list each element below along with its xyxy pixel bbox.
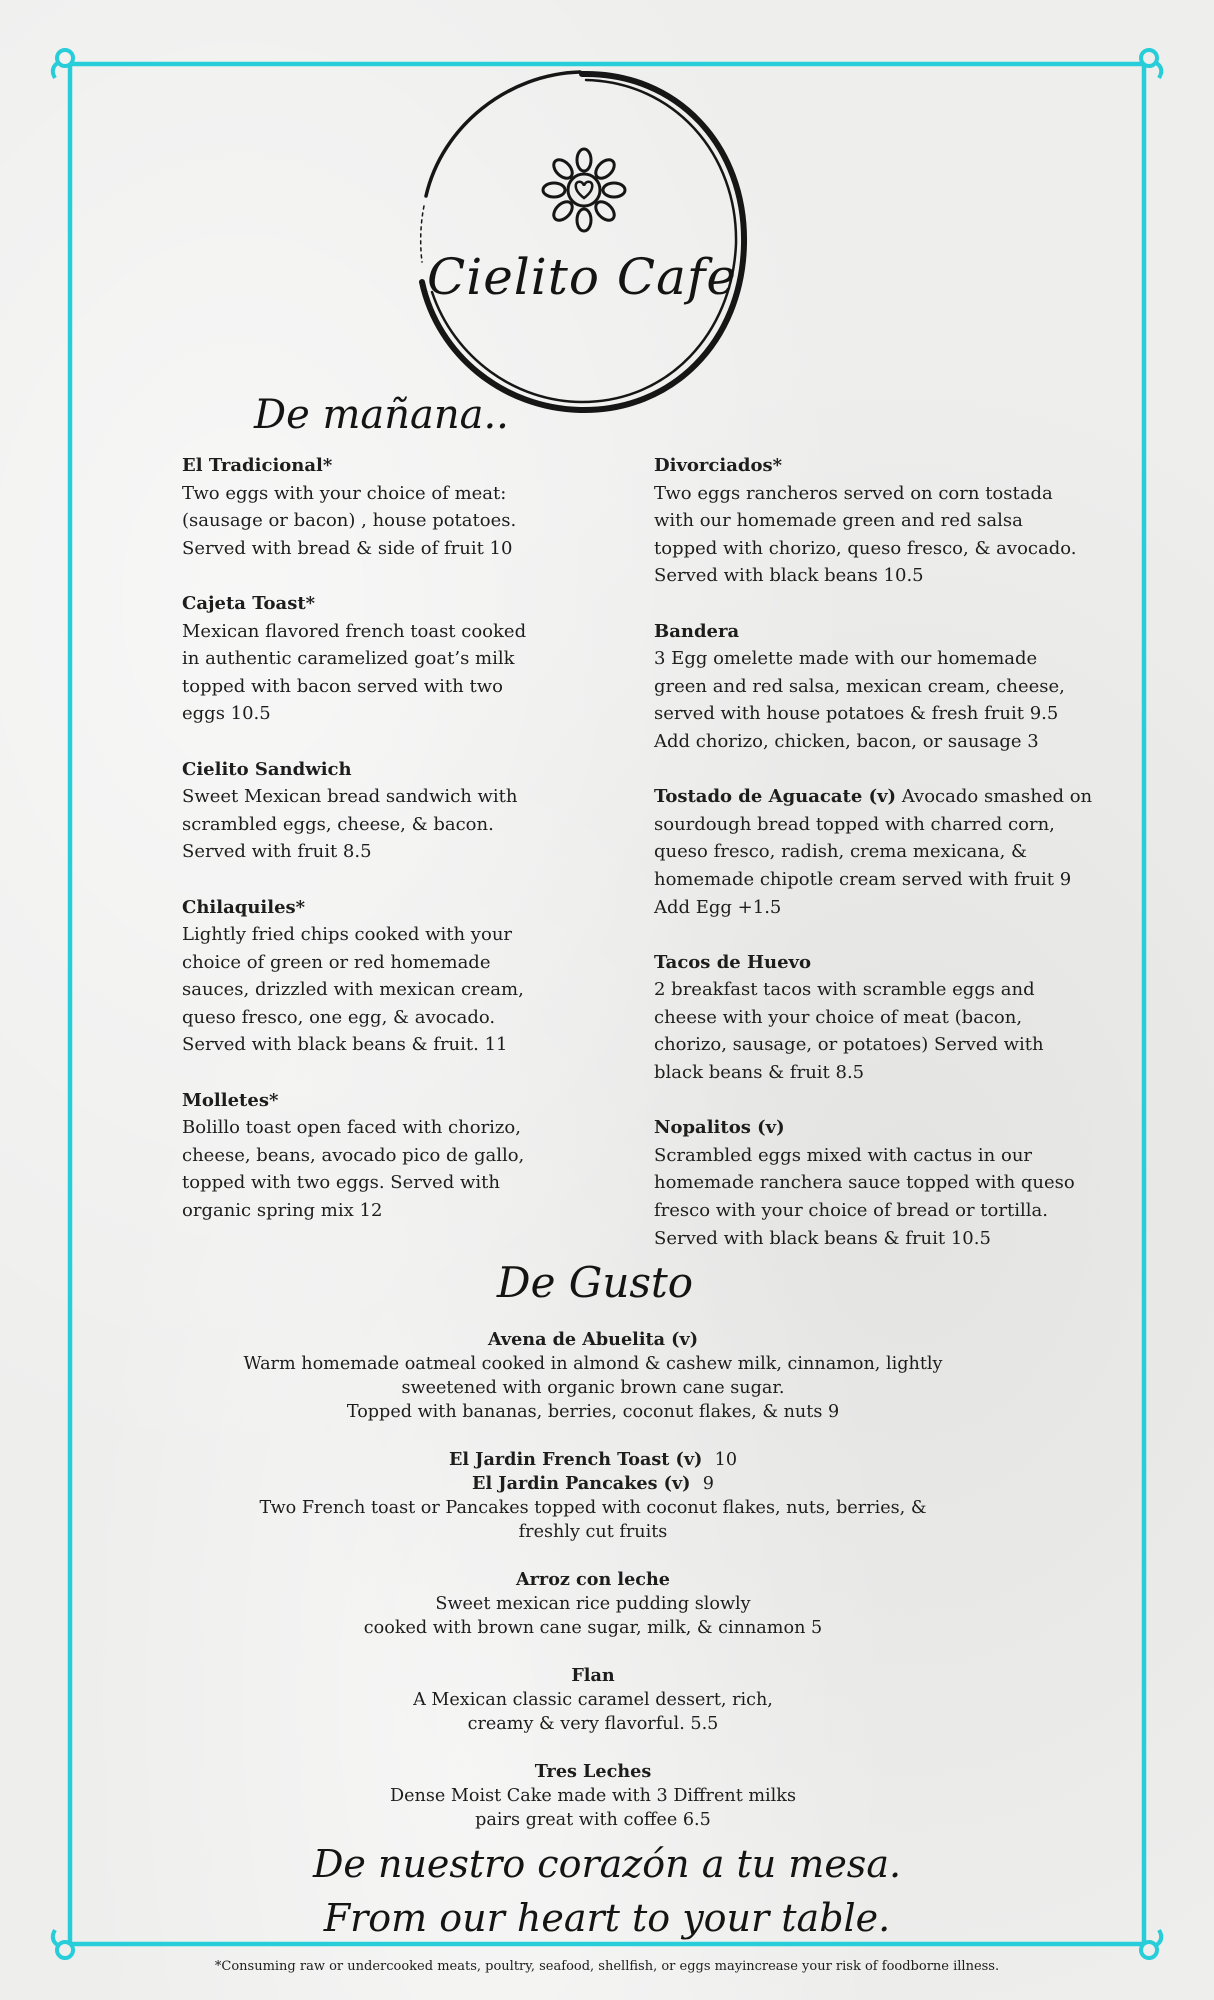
item-description: topped with chorizo, queso fresco, & avocado. <box>654 537 1077 559</box>
item-description: Sweet Mexican bread sandwich with <box>182 786 518 808</box>
item-description: Topped with bananas, berries, coconut flakes, & nuts 9 <box>346 1402 840 1422</box>
item-description: A Mexican classic caramel dessert, rich, <box>413 1690 773 1710</box>
gusto-heading: De Gusto <box>496 1258 694 1307</box>
item-description: Served with bread & side of fruit 10 <box>182 537 513 559</box>
item-description: sweetened with organic brown cane sugar. <box>401 1378 785 1398</box>
item-description: cooked with brown cane sugar, milk, & cinnamon 5 <box>363 1618 823 1638</box>
item-price: 10 <box>714 1450 738 1470</box>
item-description: with our homemade green and red salsa <box>654 510 1023 532</box>
item-description: Avocado smashed on <box>896 786 1093 808</box>
item-description: Add chorizo, chicken, bacon, or sausage 3 <box>654 730 1039 752</box>
item-name: El Jardin Pancakes (v) <box>472 1473 691 1494</box>
item-name: Arroz con leche <box>516 1569 670 1590</box>
item-description: Served with black beans & fruit. 11 <box>182 1034 508 1056</box>
item-name: Cielito Sandwich <box>182 758 352 780</box>
menu-item <box>182 452 642 562</box>
item-name: El Tradicional* <box>182 455 333 476</box>
item-name: Tostado de Aguacate (v) <box>654 786 897 808</box>
item-description: Scrambled eggs mixed with cactus in our <box>654 1144 1033 1166</box>
item-name-line <box>182 1448 1004 1472</box>
item-description: black beans & fruit 8.5 <box>654 1062 865 1084</box>
item-description: Warm homemade oatmeal cooked in almond & cashew milk, cinnamon, lightly <box>243 1354 943 1374</box>
item-description: Served with black beans & fruit 10.5 <box>654 1227 991 1249</box>
breakfast-heading: De mañana.. <box>254 392 509 438</box>
menu-item <box>182 590 642 728</box>
item-name: Tres Leches <box>534 1761 652 1782</box>
item-description: choice of green or red homemade <box>182 951 491 973</box>
menu-item <box>654 452 1114 590</box>
item-description: Add Egg +1.5 <box>654 896 782 918</box>
item-description: Two eggs rancheros served on corn tostada <box>654 482 1053 504</box>
item-name: Avena de Abuelita (v) <box>487 1329 699 1350</box>
item-description: homemade ranchera sauce topped with queso <box>654 1172 1075 1194</box>
menu-item <box>654 949 1114 1087</box>
item-name: Molletes* <box>182 1089 279 1111</box>
menu-item <box>654 1114 1114 1252</box>
breakfast-left-column <box>182 452 642 1252</box>
item-description: Bolillo toast open faced with chorizo, <box>182 1117 521 1139</box>
item-name-line <box>654 783 1114 811</box>
item-description: scrambled eggs, cheese, & bacon. <box>182 813 494 835</box>
cafe-logo <box>412 66 752 420</box>
item-description: topped with bacon served with two <box>182 675 503 697</box>
item-description: green and red salsa, mexican cream, cheese, <box>654 675 1065 697</box>
menu-item <box>182 894 642 1060</box>
item-description: Two French toast or Pancakes topped with coconut flakes, nuts, berries, & <box>259 1498 927 1518</box>
breakfast-right-column <box>654 452 1114 1280</box>
item-description: cheese with your choice of meat (bacon, <box>654 1006 1023 1028</box>
item-description: Mexican flavored french toast cooked <box>182 620 527 642</box>
menu-item <box>654 783 1114 921</box>
item-description: Lightly fried chips cooked with your <box>182 924 513 946</box>
item-description: chorizo, sausage, or potatoes) Served with <box>654 1034 1044 1056</box>
item-description: organic spring mix 12 <box>182 1200 383 1222</box>
tagline-english: From our heart to your table. <box>323 1896 891 1940</box>
menu-item <box>182 1568 1004 1640</box>
item-description: 3 Egg omelette made with our homemade <box>654 648 1038 670</box>
food-safety-footnote: *Consuming raw or undercooked meats, poultry, seafood, shellfish, or eggs mayincrease your risk of foodborne illness. <box>214 1959 1000 1974</box>
item-description: queso fresco, radish, crema mexicana, & <box>654 841 1028 863</box>
menu-item <box>182 1448 1004 1544</box>
item-price: 9 <box>702 1474 714 1494</box>
item-name: Flan <box>571 1665 615 1686</box>
item-description: pairs great with coffee 6.5 <box>475 1810 711 1830</box>
item-name: Chilaquiles* <box>182 896 306 918</box>
item-name-line <box>182 1472 1004 1496</box>
menu-item <box>182 1087 642 1225</box>
item-description: in authentic caramelized goat’s milk <box>182 648 515 670</box>
item-description: served with house potatoes & fresh fruit 9.5 <box>654 703 1059 725</box>
menu-item <box>182 1760 1004 1832</box>
item-name: Tacos de Huevo <box>654 951 812 973</box>
item-name: Nopalitos (v) <box>654 1117 785 1139</box>
menu-item <box>654 618 1114 756</box>
item-description: cheese, beans, avocado pico de gallo, <box>182 1144 525 1166</box>
item-description: freshly cut fruits <box>518 1522 668 1542</box>
item-description: Two eggs with your choice of meat: <box>182 482 507 504</box>
item-description: topped with two eggs. Served with <box>182 1172 500 1194</box>
item-description: Dense Moist Cake made with 3 Diffrent milks <box>389 1786 796 1806</box>
item-description: Served with fruit 8.5 <box>182 841 372 863</box>
item-description: 2 breakfast tacos with scramble eggs and <box>654 979 1035 1001</box>
item-description: creamy & very flavorful. 5.5 <box>467 1714 719 1734</box>
item-description: queso fresco, one egg, & avocado. <box>182 1006 496 1028</box>
item-name: El Jardin French Toast (v) <box>448 1449 703 1470</box>
flower-heart-icon <box>543 149 625 231</box>
item-name: Cajeta Toast* <box>182 592 316 614</box>
item-description: fresco with your choice of bread or tortilla. <box>654 1200 1048 1222</box>
cafe-name: Cielito Cafe <box>426 248 738 306</box>
item-description: sourdough bread topped with charred corn, <box>654 813 1055 835</box>
item-description: eggs 10.5 <box>182 703 271 725</box>
item-name: Bandera <box>654 620 740 642</box>
tagline-spanish: De nuestro corazón a tu mesa. <box>312 1842 902 1886</box>
menu-item <box>182 1328 1004 1424</box>
gusto-section <box>182 1328 1004 1856</box>
item-description: sauces, drizzled with mexican cream, <box>182 979 524 1001</box>
menu-item <box>182 756 642 866</box>
item-description: homemade chipotle cream served with fruit 9 <box>654 868 1072 890</box>
item-description: Sweet mexican rice pudding slowly <box>435 1594 751 1614</box>
menu-item <box>182 1664 1004 1736</box>
item-description: (sausage or bacon) , house potatoes. <box>182 510 517 532</box>
item-name: Divorciados* <box>654 455 782 476</box>
item-description: Served with black beans 10.5 <box>654 565 924 587</box>
